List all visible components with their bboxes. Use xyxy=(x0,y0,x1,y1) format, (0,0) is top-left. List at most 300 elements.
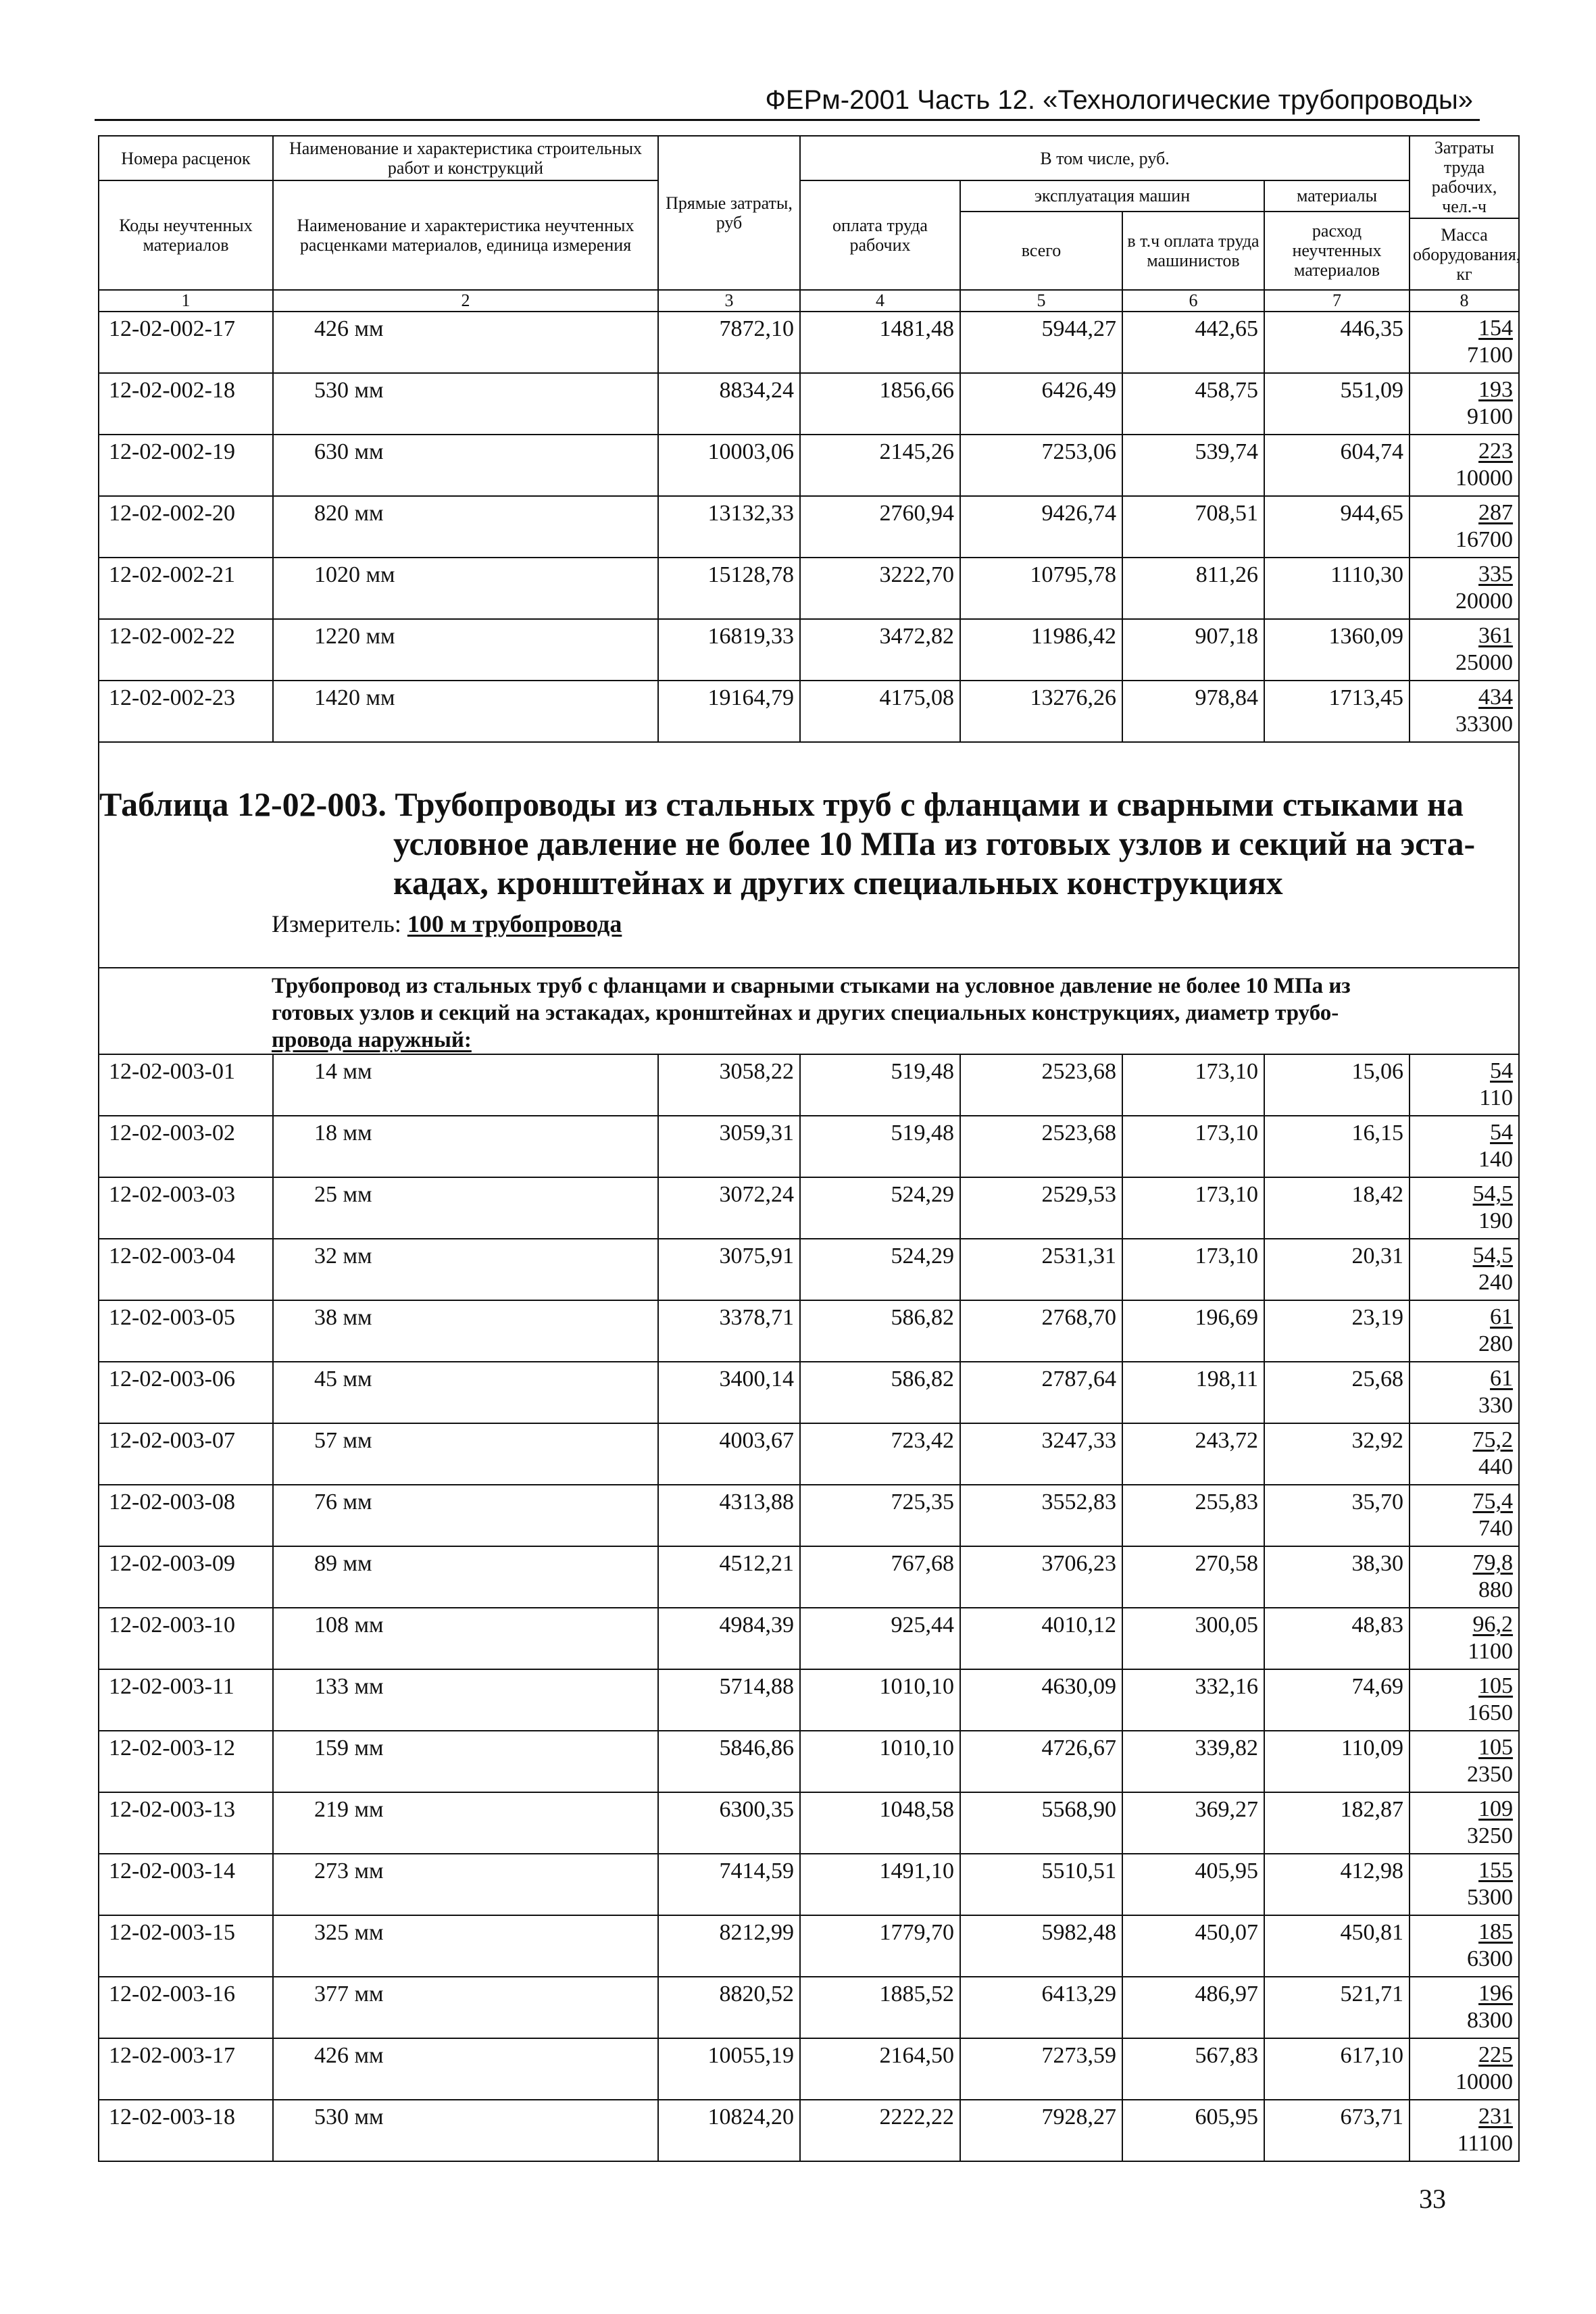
table-title-cell xyxy=(99,785,1519,968)
machines-total-cell: 5510,51 xyxy=(960,1854,1122,1915)
work-name-cell: 426 мм xyxy=(273,312,658,373)
operators-pay-cell: 708,51 xyxy=(1122,496,1264,558)
operators-pay-cell: 300,05 xyxy=(1122,1608,1264,1669)
work-name-cell: 45 мм xyxy=(273,1362,658,1423)
header-work-name: Наименование и характеристика строительных работ и конструкций xyxy=(273,136,658,180)
labor-pay-cell: 3472,82 xyxy=(800,619,960,681)
column-number: 7 xyxy=(1264,290,1410,312)
labor-hours-value: 54,5 xyxy=(1472,1181,1514,1206)
operators-pay-cell: 196,69 xyxy=(1122,1300,1264,1362)
labor-mass-cell xyxy=(1410,1116,1519,1177)
group-heading-line2: готовых узлов и секций на эстакадах, кронштейнах и других специальных конструкциях, диаметр трубо- xyxy=(272,1001,1339,1025)
group-heading-row xyxy=(99,968,1519,1054)
labor-mass-cell xyxy=(1410,2038,1519,2100)
labor-pay-cell: 1779,70 xyxy=(800,1915,960,1977)
unit-label: Измеритель: xyxy=(272,910,401,937)
machines-total-cell: 2529,53 xyxy=(960,1177,1122,1239)
labor-pay-cell: 519,48 xyxy=(800,1054,960,1116)
material-consumption-cell: 18,42 xyxy=(1264,1177,1410,1239)
operators-pay-cell: 198,11 xyxy=(1122,1362,1264,1423)
unit-line xyxy=(272,910,622,938)
equipment-mass-value: 3250 xyxy=(1467,1823,1514,1848)
labor-mass-cell xyxy=(1410,1362,1519,1423)
work-name-cell: 57 мм xyxy=(273,1423,658,1485)
machines-total-cell: 2787,64 xyxy=(960,1362,1122,1423)
labor-hours-value: 225 xyxy=(1478,2042,1514,2067)
column-number: 8 xyxy=(1410,290,1519,312)
operators-pay-cell: 811,26 xyxy=(1122,558,1264,619)
labor-pay-cell: 1856,66 xyxy=(800,373,960,435)
rate-code-cell: 12-02-003-18 xyxy=(99,2100,273,2161)
labor-pay-cell: 2164,50 xyxy=(800,2038,960,2100)
direct-costs-cell: 4512,21 xyxy=(658,1546,800,1608)
direct-costs-cell: 3400,14 xyxy=(658,1362,800,1423)
labor-mass-cell xyxy=(1410,1731,1519,1792)
machines-total-cell: 11986,42 xyxy=(960,619,1122,681)
labor-mass-cell xyxy=(1410,1177,1519,1239)
rate-code-cell: 12-02-003-16 xyxy=(99,1977,273,2038)
table-row xyxy=(99,1300,1519,1362)
material-consumption-cell: 944,65 xyxy=(1264,496,1410,558)
operators-pay-cell: 339,82 xyxy=(1122,1731,1264,1792)
header-operators-pay: в т.ч оплата труда машинистов xyxy=(1122,212,1264,291)
equipment-mass-value: 1650 xyxy=(1467,1700,1514,1725)
material-consumption-cell: 74,69 xyxy=(1264,1669,1410,1731)
header-equipment-mass: Масса оборудования, кг xyxy=(1410,218,1519,290)
machines-total-cell: 2531,31 xyxy=(960,1239,1122,1300)
column-numbers-row xyxy=(99,290,1519,312)
work-name-cell: 530 мм xyxy=(273,373,658,435)
table-row xyxy=(99,1608,1519,1669)
material-consumption-cell: 32,92 xyxy=(1264,1423,1410,1485)
machines-total-cell: 4726,67 xyxy=(960,1731,1122,1792)
table-row xyxy=(99,1854,1519,1915)
header-machines-total: всего xyxy=(960,212,1122,291)
equipment-mass-value: 33300 xyxy=(1455,712,1514,737)
labor-mass-cell xyxy=(1410,1423,1519,1485)
page-number: 33 xyxy=(1419,2184,1446,2214)
operators-pay-cell: 173,10 xyxy=(1122,1177,1264,1239)
table-row xyxy=(99,1792,1519,1854)
labor-mass-cell xyxy=(1410,1669,1519,1731)
machines-total-cell: 3247,33 xyxy=(960,1423,1122,1485)
group-heading-underline xyxy=(272,1028,472,1052)
equipment-mass-value: 7100 xyxy=(1467,343,1514,368)
table-row xyxy=(99,1116,1519,1177)
table-row xyxy=(99,681,1519,742)
rate-code-cell: 12-02-003-12 xyxy=(99,1731,273,1792)
machines-total-cell: 13276,26 xyxy=(960,681,1122,742)
labor-hours-value: 223 xyxy=(1478,439,1514,464)
equipment-mass-value: 190 xyxy=(1478,1208,1514,1233)
labor-pay-cell: 1010,10 xyxy=(800,1731,960,1792)
labor-pay-cell: 767,68 xyxy=(800,1546,960,1608)
spacer-row xyxy=(99,742,1519,785)
material-consumption-cell: 1713,45 xyxy=(1264,681,1410,742)
labor-hours-value: 434 xyxy=(1478,685,1514,710)
header-labor-hours: Затраты труда рабочих, чел.-ч xyxy=(1410,136,1519,218)
material-consumption-cell: 25,68 xyxy=(1264,1362,1410,1423)
table-row xyxy=(99,1977,1519,2038)
equipment-mass-value: 140 xyxy=(1478,1147,1514,1172)
labor-mass-cell xyxy=(1410,1485,1519,1546)
labor-hours-value: 335 xyxy=(1478,562,1514,587)
table-title-row xyxy=(99,785,1519,968)
table-row xyxy=(99,1915,1519,1977)
labor-mass-cell xyxy=(1410,1608,1519,1669)
material-consumption-cell: 673,71 xyxy=(1264,2100,1410,2161)
group-heading-line3: провода наружный: xyxy=(272,1028,472,1052)
labor-pay-cell: 1491,10 xyxy=(800,1854,960,1915)
direct-costs-cell: 16819,33 xyxy=(658,619,800,681)
machines-total-cell: 4630,09 xyxy=(960,1669,1122,1731)
machines-total-cell: 4010,12 xyxy=(960,1608,1122,1669)
operators-pay-cell: 243,72 xyxy=(1122,1423,1264,1485)
operators-pay-cell: 255,83 xyxy=(1122,1485,1264,1546)
work-name-cell: 630 мм xyxy=(273,435,658,496)
labor-hours-value: 61 xyxy=(1490,1304,1514,1329)
labor-hours-value: 185 xyxy=(1478,1919,1514,1944)
machines-total-cell: 5982,48 xyxy=(960,1915,1122,1977)
direct-costs-cell: 3058,22 xyxy=(658,1054,800,1116)
rate-code-cell: 12-02-003-10 xyxy=(99,1608,273,1669)
material-consumption-cell: 450,81 xyxy=(1264,1915,1410,1977)
machines-total-cell: 9426,74 xyxy=(960,496,1122,558)
labor-hours-value: 109 xyxy=(1478,1796,1514,1821)
material-consumption-cell: 182,87 xyxy=(1264,1792,1410,1854)
machines-total-cell: 6413,29 xyxy=(960,1977,1122,2038)
material-consumption-cell: 551,09 xyxy=(1264,373,1410,435)
labor-pay-cell: 2145,26 xyxy=(800,435,960,496)
operators-pay-cell: 369,27 xyxy=(1122,1792,1264,1854)
machines-total-cell: 7253,06 xyxy=(960,435,1122,496)
table-row xyxy=(99,1546,1519,1608)
direct-costs-cell: 3072,24 xyxy=(658,1177,800,1239)
material-consumption-cell: 35,70 xyxy=(1264,1485,1410,1546)
material-consumption-cell: 521,71 xyxy=(1264,1977,1410,2038)
operators-pay-cell: 539,74 xyxy=(1122,435,1264,496)
direct-costs-cell: 8212,99 xyxy=(658,1915,800,1977)
header-including: В том числе, руб. xyxy=(800,136,1410,180)
labor-pay-cell: 1048,58 xyxy=(800,1792,960,1854)
header-material-name: Наименование и характеристика неучтенных расценками материалов, единица измерения xyxy=(273,180,658,290)
work-name-cell: 133 мм xyxy=(273,1669,658,1731)
material-consumption-cell: 1110,30 xyxy=(1264,558,1410,619)
labor-pay-cell: 1481,48 xyxy=(800,312,960,373)
table-row xyxy=(99,496,1519,558)
column-number: 1 xyxy=(99,290,273,312)
labor-pay-cell: 2222,22 xyxy=(800,2100,960,2161)
equipment-mass-value: 8300 xyxy=(1467,2008,1514,2033)
header-labor-pay: оплата труда рабочих xyxy=(800,180,960,290)
rates-table xyxy=(98,135,1520,2162)
table-row xyxy=(99,1731,1519,1792)
work-name-cell: 1020 мм xyxy=(273,558,658,619)
machines-total-cell: 3706,23 xyxy=(960,1546,1122,1608)
equipment-mass-value: 10000 xyxy=(1455,2069,1514,2094)
machines-total-cell: 5568,90 xyxy=(960,1792,1122,1854)
rate-code-cell: 12-02-003-09 xyxy=(99,1546,273,1608)
labor-hours-value: 96,2 xyxy=(1472,1612,1514,1637)
operators-pay-cell: 442,65 xyxy=(1122,312,1264,373)
column-number: 2 xyxy=(273,290,658,312)
table-row xyxy=(99,558,1519,619)
rate-code-cell: 12-02-002-22 xyxy=(99,619,273,681)
labor-mass-cell xyxy=(1410,1546,1519,1608)
operators-pay-cell: 567,83 xyxy=(1122,2038,1264,2100)
header-materials: материалы xyxy=(1264,180,1410,212)
equipment-mass-value: 2350 xyxy=(1467,1762,1514,1787)
table-title-line3: кадах, кронштейнах и других специальных конструкциях xyxy=(393,864,1283,902)
rate-code-cell: 12-02-003-05 xyxy=(99,1300,273,1362)
material-consumption-cell: 110,09 xyxy=(1264,1731,1410,1792)
direct-costs-cell: 4313,88 xyxy=(658,1485,800,1546)
labor-pay-cell: 524,29 xyxy=(800,1177,960,1239)
table-row xyxy=(99,373,1519,435)
labor-pay-cell: 4175,08 xyxy=(800,681,960,742)
labor-hours-value: 155 xyxy=(1478,1858,1514,1883)
direct-costs-cell: 4984,39 xyxy=(658,1608,800,1669)
work-name-cell: 426 мм xyxy=(273,2038,658,2100)
unit-underline xyxy=(407,910,622,937)
material-consumption-cell: 23,19 xyxy=(1264,1300,1410,1362)
labor-mass-cell xyxy=(1410,619,1519,681)
direct-costs-cell: 3075,91 xyxy=(658,1239,800,1300)
labor-hours-value: 193 xyxy=(1478,377,1514,402)
labor-mass-cell xyxy=(1410,435,1519,496)
labor-mass-cell xyxy=(1410,1915,1519,1977)
direct-costs-cell: 5846,86 xyxy=(658,1731,800,1792)
rate-code-cell: 12-02-003-07 xyxy=(99,1423,273,1485)
group-heading-line1: Трубопровод из стальных труб с фланцами и сварными стыками на условное давление не более 10 МПа из xyxy=(272,974,1351,998)
equipment-mass-value: 330 xyxy=(1478,1393,1514,1418)
rate-code-cell: 12-02-003-04 xyxy=(99,1239,273,1300)
operators-pay-cell: 486,97 xyxy=(1122,1977,1264,2038)
rate-code-cell: 12-02-003-02 xyxy=(99,1116,273,1177)
labor-mass-cell xyxy=(1410,1977,1519,2038)
equipment-mass-value: 10000 xyxy=(1455,466,1514,491)
equipment-mass-value: 1100 xyxy=(1468,1639,1514,1664)
work-name-cell: 89 мм xyxy=(273,1546,658,1608)
labor-pay-cell: 925,44 xyxy=(800,1608,960,1669)
work-name-cell: 14 мм xyxy=(273,1054,658,1116)
labor-hours-value: 231 xyxy=(1478,2104,1514,2129)
rate-code-cell: 12-02-002-23 xyxy=(99,681,273,742)
direct-costs-cell: 10003,06 xyxy=(658,435,800,496)
work-name-cell: 273 мм xyxy=(273,1854,658,1915)
labor-mass-cell xyxy=(1410,1300,1519,1362)
material-consumption-cell: 16,15 xyxy=(1264,1116,1410,1177)
direct-costs-cell: 8820,52 xyxy=(658,1977,800,2038)
equipment-mass-value: 20000 xyxy=(1455,589,1514,614)
labor-pay-cell: 586,82 xyxy=(800,1362,960,1423)
work-name-cell: 1420 мм xyxy=(273,681,658,742)
direct-costs-cell: 13132,33 xyxy=(658,496,800,558)
operators-pay-cell: 978,84 xyxy=(1122,681,1264,742)
equipment-mass-value: 11100 xyxy=(1457,2131,1514,2156)
rate-code-cell: 12-02-003-13 xyxy=(99,1792,273,1854)
table-row xyxy=(99,619,1519,681)
direct-costs-cell: 10055,19 xyxy=(658,2038,800,2100)
header-rate-numbers: Номера расценок xyxy=(99,136,273,180)
direct-costs-cell: 8834,24 xyxy=(658,373,800,435)
work-name-cell: 38 мм xyxy=(273,1300,658,1362)
labor-hours-value: 54,5 xyxy=(1472,1243,1514,1268)
column-number: 4 xyxy=(800,290,960,312)
direct-costs-cell: 7414,59 xyxy=(658,1854,800,1915)
labor-hours-value: 361 xyxy=(1478,623,1514,648)
operators-pay-cell: 458,75 xyxy=(1122,373,1264,435)
material-consumption-cell: 20,31 xyxy=(1264,1239,1410,1300)
table-row xyxy=(99,1669,1519,1731)
material-consumption-cell: 1360,09 xyxy=(1264,619,1410,681)
rate-code-cell: 12-02-002-18 xyxy=(99,373,273,435)
group-heading-cell xyxy=(99,968,1519,1054)
equipment-mass-value: 110 xyxy=(1479,1085,1514,1110)
operators-pay-cell: 173,10 xyxy=(1122,1116,1264,1177)
equipment-mass-value: 9100 xyxy=(1467,404,1514,429)
table-row xyxy=(99,435,1519,496)
material-consumption-cell: 617,10 xyxy=(1264,2038,1410,2100)
labor-hours-value: 287 xyxy=(1478,500,1514,525)
spacer-cell xyxy=(99,742,1519,785)
labor-hours-value: 154 xyxy=(1478,316,1514,341)
operators-pay-cell: 173,10 xyxy=(1122,1239,1264,1300)
machines-total-cell: 2768,70 xyxy=(960,1300,1122,1362)
work-name-cell: 76 мм xyxy=(273,1485,658,1546)
table-row xyxy=(99,1054,1519,1116)
equipment-mass-value: 280 xyxy=(1478,1331,1514,1356)
rate-code-cell: 12-02-002-17 xyxy=(99,312,273,373)
equipment-mass-value: 740 xyxy=(1478,1516,1514,1541)
operators-pay-cell: 173,10 xyxy=(1122,1054,1264,1116)
labor-mass-cell xyxy=(1410,1054,1519,1116)
work-name-cell: 18 мм xyxy=(273,1116,658,1177)
labor-pay-cell: 2760,94 xyxy=(800,496,960,558)
direct-costs-cell: 6300,35 xyxy=(658,1792,800,1854)
column-number: 6 xyxy=(1122,290,1264,312)
labor-mass-cell xyxy=(1410,373,1519,435)
labor-hours-value: 105 xyxy=(1478,1735,1514,1760)
machines-total-cell: 5944,27 xyxy=(960,312,1122,373)
work-name-cell: 820 мм xyxy=(273,496,658,558)
rate-code-cell: 12-02-003-03 xyxy=(99,1177,273,1239)
labor-pay-cell: 1885,52 xyxy=(800,1977,960,2038)
direct-costs-cell: 10824,20 xyxy=(658,2100,800,2161)
machines-total-cell: 7273,59 xyxy=(960,2038,1122,2100)
labor-pay-cell: 586,82 xyxy=(800,1300,960,1362)
labor-hours-value: 79,8 xyxy=(1472,1550,1514,1575)
rate-code-cell: 12-02-003-17 xyxy=(99,2038,273,2100)
labor-mass-cell xyxy=(1410,681,1519,742)
labor-hours-value: 75,2 xyxy=(1472,1427,1514,1452)
direct-costs-cell: 5714,88 xyxy=(658,1669,800,1731)
labor-pay-cell: 524,29 xyxy=(800,1239,960,1300)
labor-hours-value: 54 xyxy=(1490,1120,1514,1145)
table-row xyxy=(99,1362,1519,1423)
direct-costs-cell: 19164,79 xyxy=(658,681,800,742)
table-title-block xyxy=(99,785,1518,967)
table-row xyxy=(99,1485,1519,1546)
labor-hours-value: 75,4 xyxy=(1472,1489,1514,1514)
equipment-mass-value: 16700 xyxy=(1455,527,1514,552)
rate-code-cell: 12-02-003-08 xyxy=(99,1485,273,1546)
material-consumption-cell: 15,06 xyxy=(1264,1054,1410,1116)
table-row xyxy=(99,312,1519,373)
column-number: 5 xyxy=(960,290,1122,312)
direct-costs-cell: 15128,78 xyxy=(658,558,800,619)
equipment-mass-value: 6300 xyxy=(1467,1946,1514,1971)
labor-mass-cell xyxy=(1410,312,1519,373)
header-direct-costs: Прямые затраты, руб xyxy=(658,136,800,290)
operators-pay-cell: 605,95 xyxy=(1122,2100,1264,2161)
machines-total-cell: 3552,83 xyxy=(960,1485,1122,1546)
operators-pay-cell: 405,95 xyxy=(1122,1854,1264,1915)
labor-hours-value: 54 xyxy=(1490,1058,1514,1083)
work-name-cell: 325 мм xyxy=(273,1915,658,1977)
rate-code-cell: 12-02-002-19 xyxy=(99,435,273,496)
material-consumption-cell: 604,74 xyxy=(1264,435,1410,496)
unit-value: 100 м трубопровода xyxy=(407,910,622,937)
material-consumption-cell: 38,30 xyxy=(1264,1546,1410,1608)
rate-code-cell: 12-02-002-20 xyxy=(99,496,273,558)
rate-code-cell: 12-02-003-15 xyxy=(99,1915,273,1977)
table-row xyxy=(99,1423,1519,1485)
labor-mass-cell xyxy=(1410,1239,1519,1300)
labor-hours-value: 61 xyxy=(1490,1366,1514,1391)
direct-costs-cell: 4003,67 xyxy=(658,1423,800,1485)
table-row xyxy=(99,2100,1519,2161)
group-heading-line3-wrap xyxy=(272,1027,1513,1054)
operators-pay-cell: 270,58 xyxy=(1122,1546,1264,1608)
table-title-line2: условное давление не более 10 МПа из готовых узлов и секций на эста- xyxy=(393,824,1476,862)
labor-hours-value: 105 xyxy=(1478,1673,1514,1698)
operators-pay-cell: 907,18 xyxy=(1122,619,1264,681)
work-name-cell: 25 мм xyxy=(273,1177,658,1239)
equipment-mass-value: 25000 xyxy=(1455,650,1514,675)
machines-total-cell: 7928,27 xyxy=(960,2100,1122,2161)
equipment-mass-value: 440 xyxy=(1478,1454,1514,1479)
work-name-cell: 32 мм xyxy=(273,1239,658,1300)
material-consumption-cell: 48,83 xyxy=(1264,1608,1410,1669)
rate-code-cell: 12-02-003-06 xyxy=(99,1362,273,1423)
machines-total-cell: 2523,68 xyxy=(960,1116,1122,1177)
equipment-mass-value: 240 xyxy=(1478,1270,1514,1295)
table-row xyxy=(99,2038,1519,2100)
direct-costs-cell: 3378,71 xyxy=(658,1300,800,1362)
labor-pay-cell: 3222,70 xyxy=(800,558,960,619)
header-material-consumption: расход неучтенных материалов xyxy=(1264,212,1410,291)
column-number: 3 xyxy=(658,290,800,312)
rate-code-cell: 12-02-003-11 xyxy=(99,1669,273,1731)
labor-pay-cell: 519,48 xyxy=(800,1116,960,1177)
equipment-mass-value: 5300 xyxy=(1467,1885,1514,1910)
work-name-cell: 219 мм xyxy=(273,1792,658,1854)
work-name-cell: 377 мм xyxy=(273,1977,658,2038)
rate-code-cell: 12-02-003-01 xyxy=(99,1054,273,1116)
machines-total-cell: 10795,78 xyxy=(960,558,1122,619)
work-name-cell: 1220 мм xyxy=(273,619,658,681)
equipment-mass-value: 880 xyxy=(1478,1577,1514,1602)
work-name-cell: 530 мм xyxy=(273,2100,658,2161)
machines-total-cell: 6426,49 xyxy=(960,373,1122,435)
labor-pay-cell: 1010,10 xyxy=(800,1669,960,1731)
running-header xyxy=(95,80,1480,121)
running-header-text: ФЕРм-2001 Часть 12. «Технологические трубопроводы» xyxy=(765,85,1473,115)
labor-mass-cell xyxy=(1410,496,1519,558)
rate-code-cell: 12-02-003-14 xyxy=(99,1854,273,1915)
operators-pay-cell: 332,16 xyxy=(1122,1669,1264,1731)
